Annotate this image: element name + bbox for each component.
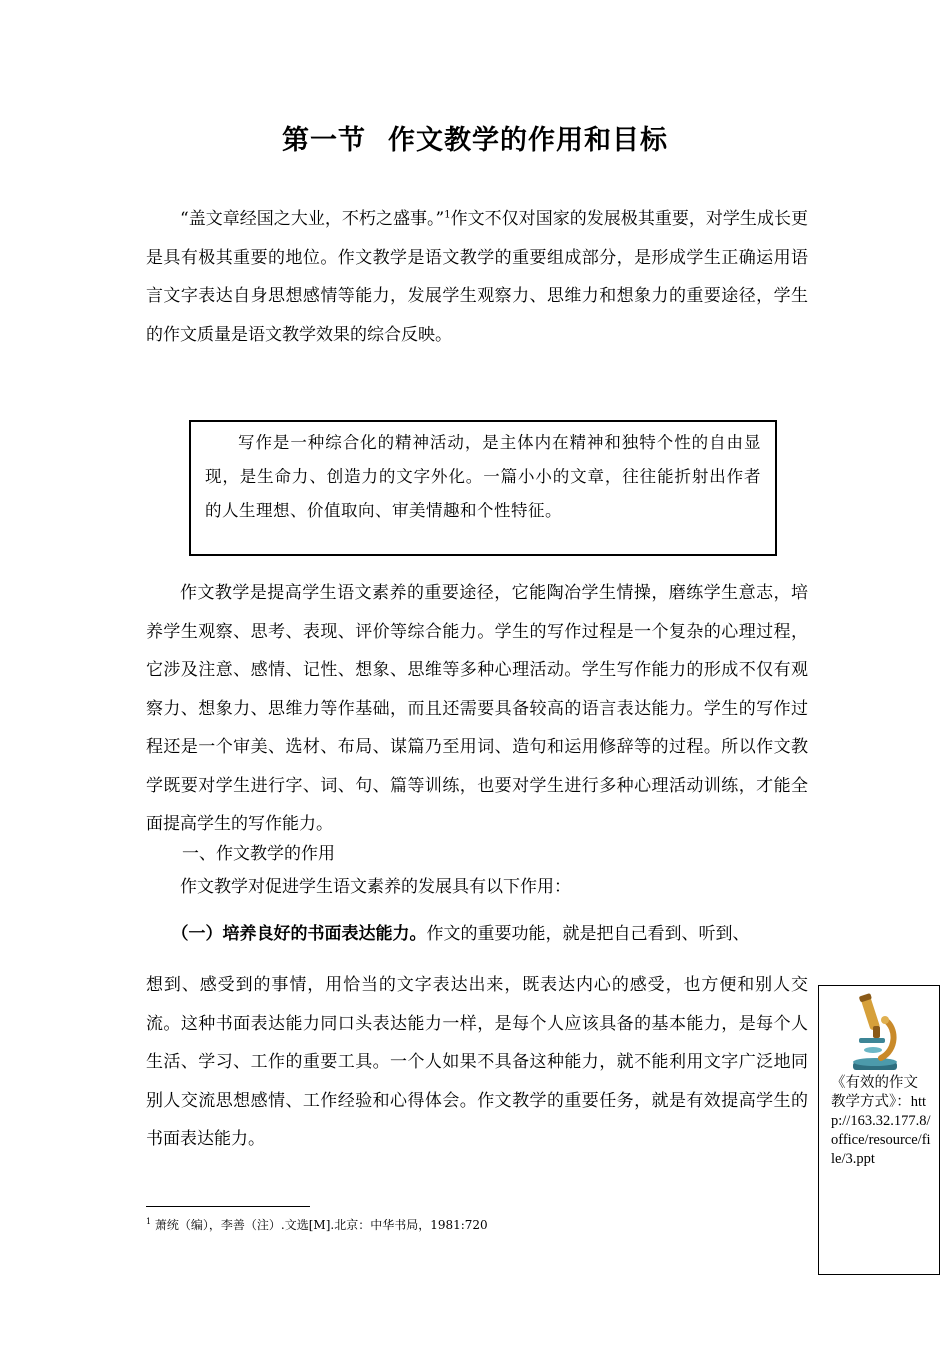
paragraph-intro	[146, 200, 808, 354]
side-note-box	[818, 985, 940, 1275]
paragraph-written-expression-line1	[146, 915, 808, 954]
quote-box-text: 写作是一种综合化的精神活动，是主体内在精神和独特个性的自由显现，是生命力、创造力的文字外化。一篇小小的文章，往往能折射出作者的人生理想、价值取向、审美情趣和个性特征。	[205, 433, 761, 520]
section-heading-roles: 一、作文教学的作用	[182, 844, 335, 864]
side-note-text: 《有效的作文教学方式》：http://163.32.177.8/office/resource/file/3.ppt	[831, 1075, 931, 1167]
paragraph-intro-text: 作文不仅对国家的发展极其重要，对学生成长更是具有极其重要的地位。作文教学是语文教学的重要组成部分，是形成学生正确运用语言文字表达自身思想感情等能力，发展学生观察力、思维力和想象力的重要途径，学生的作文质量是语文教学效果的综合反映。	[146, 209, 808, 345]
subheading-written-expression: （一）培养良好的书面表达能力。	[171, 924, 427, 944]
quote-box	[189, 420, 777, 556]
paragraph-written-expression-start: 作文的重要功能，就是把自己看到、听到、	[426, 924, 750, 944]
paragraph-written-expression: 想到、感受到的事情，用恰当的文字表达出来，既表达内心的感受，也方便和别人交流。这种书面表达能力同口头表达能力一样，是每个人应该具备的基本能力，是每个人生活、学习、工作的重要工具。一个人如果不具备这种能力，就不能利用文字广泛地同别人交流思想感情、工作经验和心得体会。作文教学的重要任务，就是有效提高学生的书面表达能力。	[146, 975, 808, 1149]
footnote	[146, 1212, 488, 1235]
paragraph-roles-intro: 作文教学对促进学生语文素养的发展具有以下作用：	[180, 877, 571, 897]
page-title	[0, 118, 950, 157]
footnote-ref: 1	[444, 209, 451, 221]
classical-quote: “盖文章经国之大业，不朽之盛事。”	[180, 209, 445, 229]
footnote-number: 1	[146, 1217, 152, 1226]
section-number: 第一节	[282, 125, 366, 156]
microscope-icon	[845, 992, 905, 1072]
footnote-divider	[146, 1206, 310, 1207]
section-title: 作文教学的作用和目标	[388, 125, 668, 156]
paragraph-teaching: 作文教学是提高学生语文素养的重要途径，它能陶冶学生情操，磨练学生意志，培养学生观察、思考、表现、评价等综合能力。学生的写作过程是一个复杂的心理过程，它涉及注意、感情、记性、想象、思维等多种心理活动。学生写作能力的形成不仅有观察力、想象力、思维力等作基础，而且还需要具备较高的语言表达能力。学生的写作过程还是一个审美、选材、布局、谋篇乃至用词、造句和运用修辞等的过程。所以作文教学既要对学生进行字、词、句、篇等训练，也要对学生进行多种心理活动训练，才能全面提高学生的写作能力。	[146, 583, 808, 834]
footnote-text: 萧统（编），李善（注）.文选[M].北京：中华书局，1981:720	[154, 1218, 488, 1232]
